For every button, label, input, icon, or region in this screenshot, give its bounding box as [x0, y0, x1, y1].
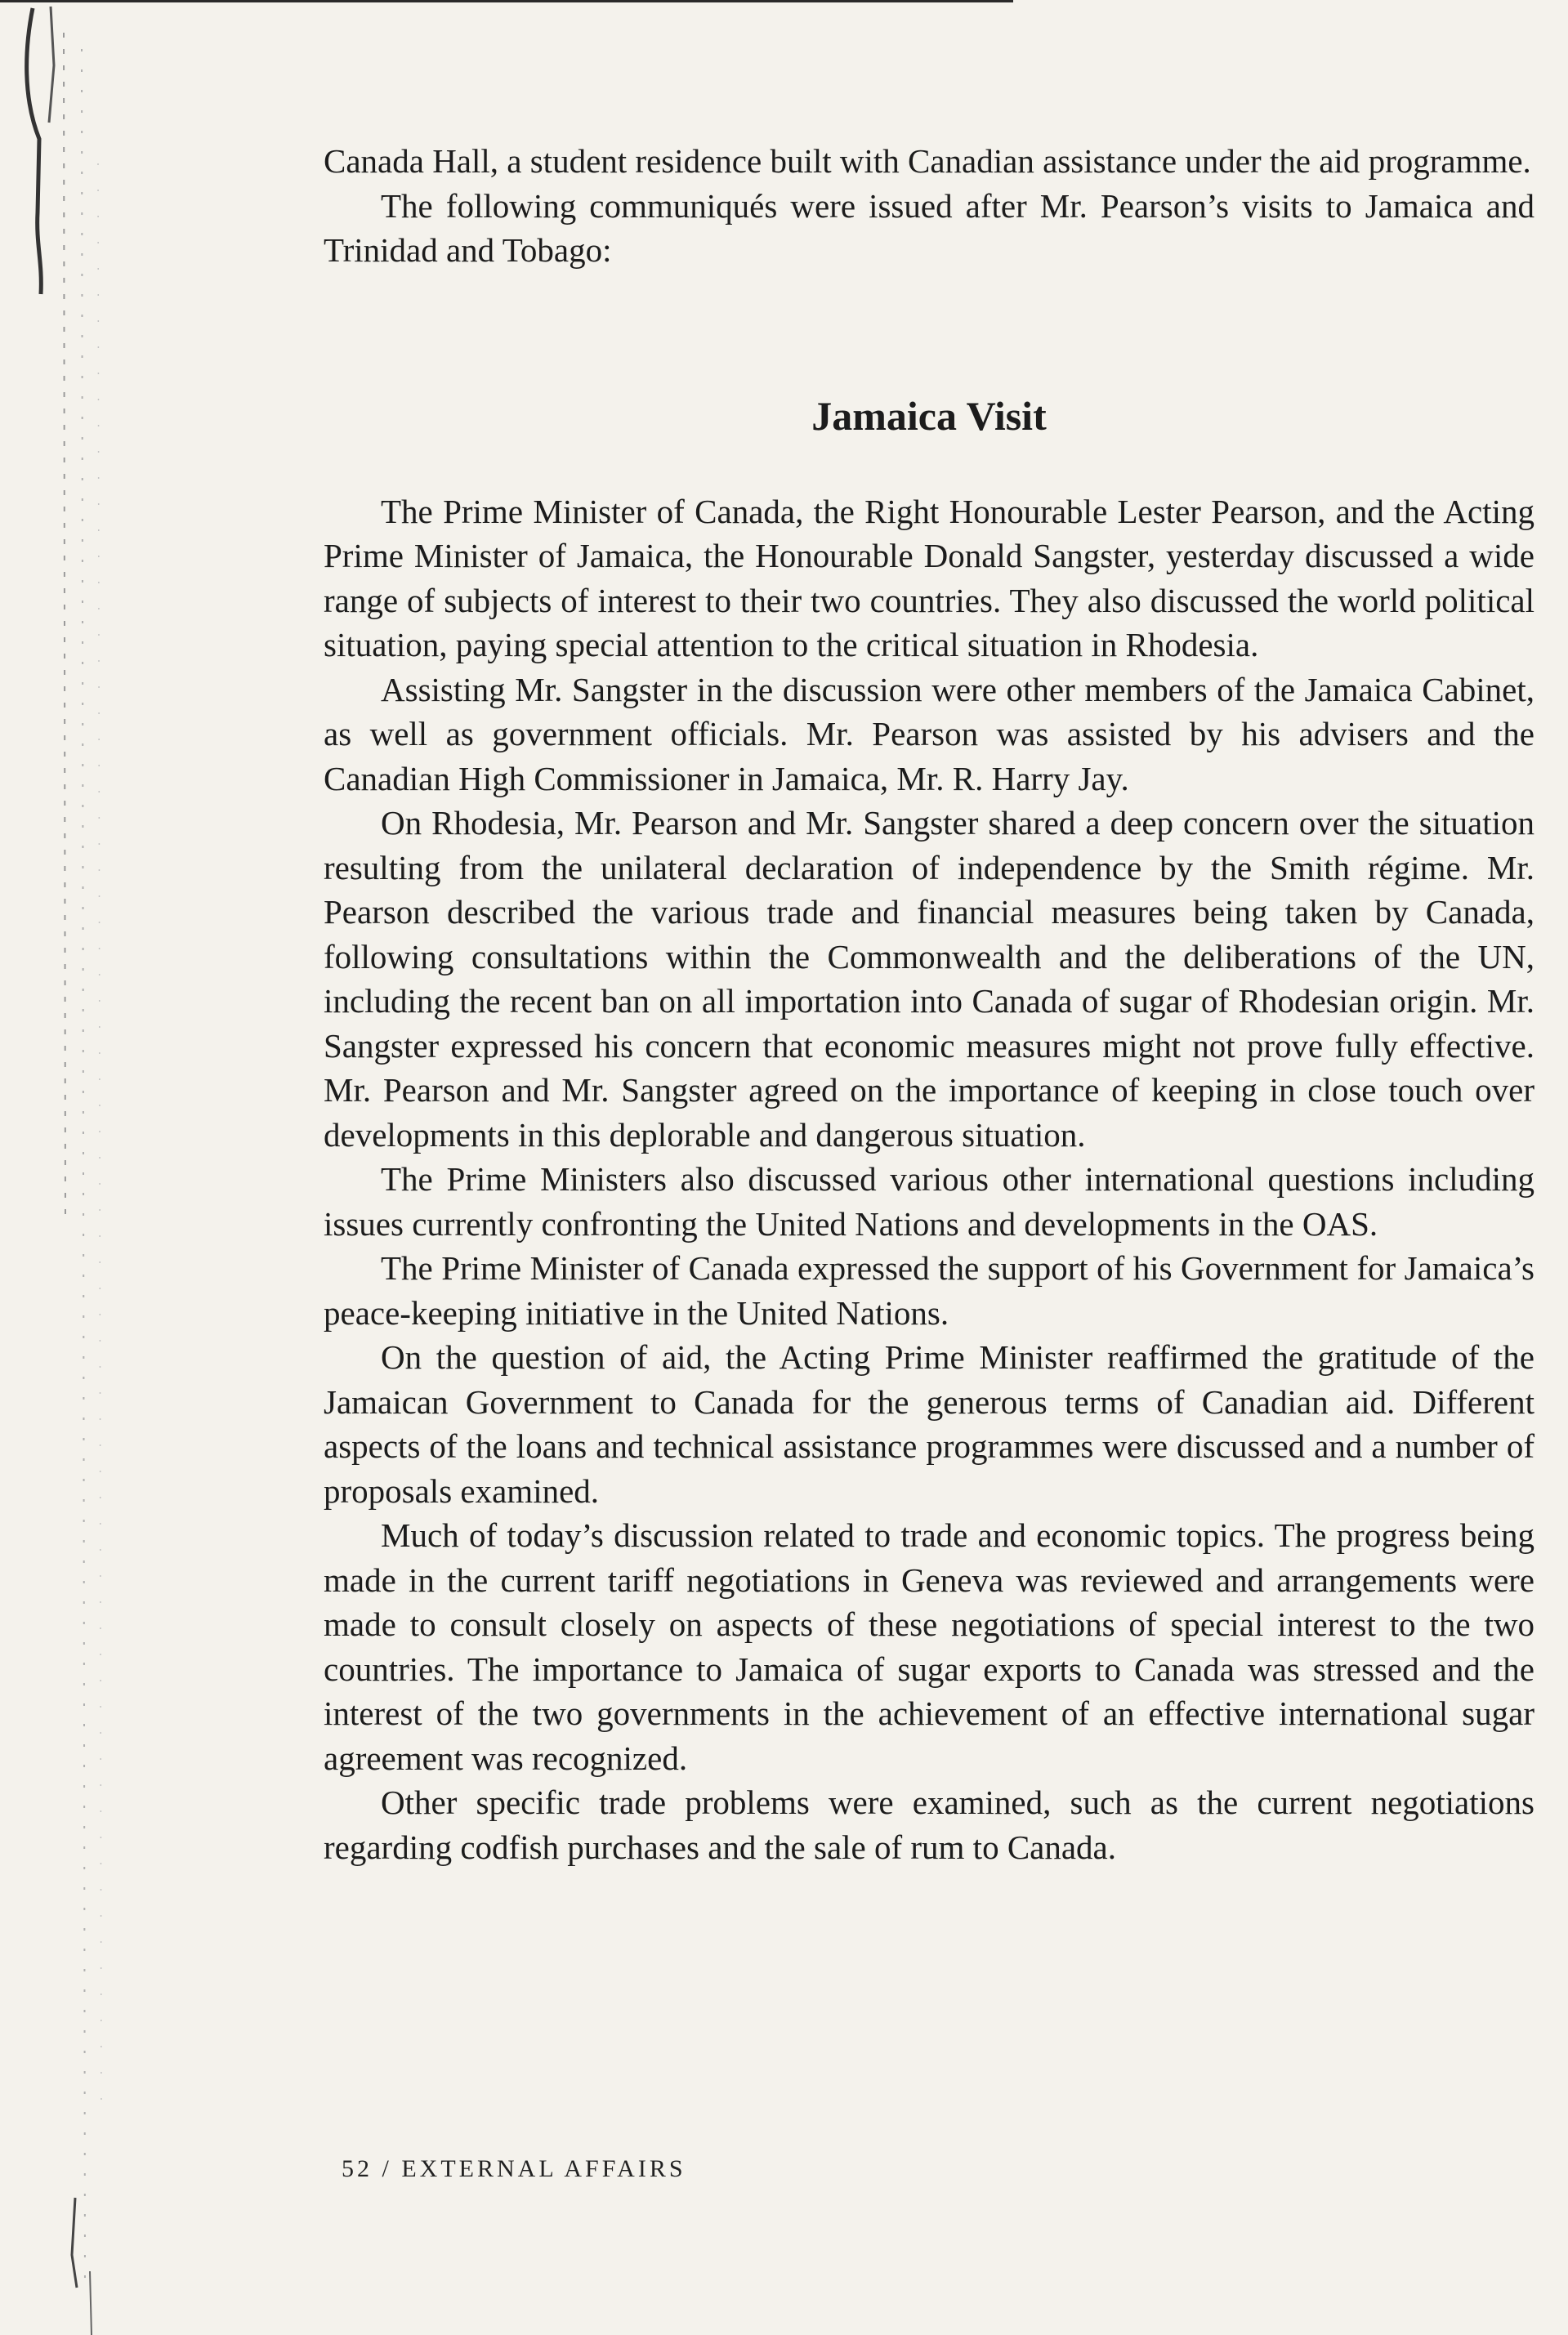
section-paragraph-3: On Rhodesia, Mr. Pearson and Mr. Sangster shared a deep concern over the situation resulting from the unilateral declaration of independence by the Smith régime. Mr. Pearson described the various trade and financial measures being taken by Canada, following consultations within the Commonwealth and the deliberations of the UN, including the recent ban on all importation into Canada of sugar of Rhodesian origin. Mr. Sangster expressed his concern that economic measures might not prove fully effective. Mr. Pearson and Mr. Sangster agreed on the importance of keeping in close touch over developments in this deplorable and dangerous situation.: [324, 804, 1534, 1154]
top-edge-rule: [0, 0, 1013, 2]
section-title: Jamaica Visit: [811, 392, 1047, 439]
section-paragraph-4: The Prime Ministers also discussed various other international questions including issues currently confronting the United Nations and developments in the OAS.: [324, 1160, 1534, 1243]
section-paragraph-8: Other specific trade problems were examined, such as the current negotiations regarding codfish purchases and the sale of rum to Canada.: [324, 1784, 1534, 1866]
intro-paragraph-2: The following communiqués were issued after Mr. Pearson’s visits to Jamaica and Trinidad and Tobago:: [324, 186, 1534, 269]
section-paragraph-7: Much of today’s discussion related to trade and economic topics. The progress being made in the current tariff negotiations in Geneva was reviewed and arrangements were made to consult closely on aspects of these negotiations of special interest to the two countries. The importance to Jamaica of sugar exports to Canada was stressed and the interest of the two governments in the achievement of an effective international sugar agreement was recognized.: [324, 1516, 1534, 1777]
section-paragraph-5: The Prime Minister of Canada expressed the support of his Government for Jamaica’s peace-keeping initiative in the United Nations.: [324, 1249, 1534, 1332]
page-footer: 52 / EXTERNAL AFFAIRS: [342, 2155, 686, 2182]
section-paragraph-2: Assisting Mr. Sangster in the discussion were other members of the Jamaica Cabinet, as well as government officials. Mr. Pearson was assisted by his advisers and the Canadian High Commissioner in Jamaica, Mr. R. Harry Jay.: [324, 670, 1534, 797]
section-paragraph-6: On the question of aid, the Acting Prime Minister reaffirmed the gratitude of the Jamaican Government to Canada for the generous terms of Canadian aid. Different aspects of the loans and technical assistance programmes were discussed and a number of proposals examined.: [324, 1338, 1534, 1510]
page-body: [324, 139, 1534, 1869]
binding-edge-shadow: [0, 0, 114, 2335]
section-paragraph-1: The Prime Minister of Canada, the Right Honourable Lester Pearson, and the Acting Prime Minister of Jamaica, the Honourable Donald Sangster, yesterday discussed a wide range of subjects of interest to their two countries. They also discussed the world political situation, paying special attention to the critical situation in Rhodesia.: [324, 492, 1534, 663]
intro-paragraph-1: Canada Hall, a student residence built with Canadian assistance under the aid programme.: [324, 142, 1531, 180]
